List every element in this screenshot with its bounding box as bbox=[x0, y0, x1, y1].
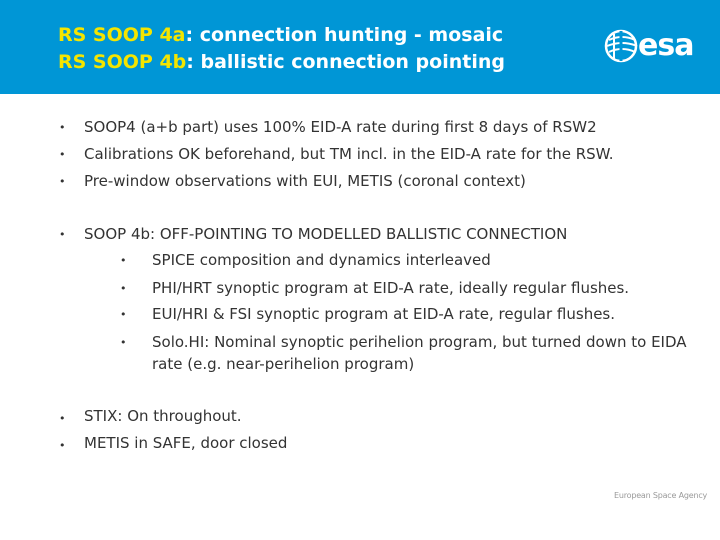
slide-title bbox=[58, 22, 505, 76]
title-line-1-soop-id: RS SOOP 4a bbox=[58, 24, 186, 46]
bullet-item: Pre-window observations with EUI, METIS (coronal context) bbox=[84, 172, 526, 190]
sub-bullet-item: Solo.HI: Nominal synoptic perihelion program, but turned down to EIDA rate (e.g. near-perihelion program) bbox=[152, 333, 687, 373]
sub-bullet-item: EUI/HRI & FSI synoptic program at EID-A rate, regular flushes. bbox=[152, 305, 616, 323]
title-line-2-soop-id: RS SOOP 4b bbox=[58, 51, 187, 73]
title-line-2-text: : ballistic connection pointing bbox=[186, 51, 505, 73]
esa-logo bbox=[603, 26, 707, 70]
sub-bullet-marker: • bbox=[120, 254, 127, 267]
title-line-1 bbox=[58, 22, 505, 49]
esa-emblem-icon bbox=[603, 26, 639, 70]
header-banner bbox=[0, 0, 720, 94]
bullet-item: STIX: On throughout. bbox=[84, 407, 242, 425]
sub-bullet-marker: • bbox=[120, 336, 127, 349]
bullet-item: Calibrations OK beforehand, but TM incl. in the EID-A rate for the RSW. bbox=[84, 145, 614, 163]
sub-bullet-item: PHI/HRT synoptic program at EID-A rate, ideally regular flushes. bbox=[152, 279, 630, 297]
bullet-item: SOOP4 (a+b part) uses 100% EID-A rate during first 8 days of RSW2 bbox=[84, 118, 597, 136]
bullet-marker: • bbox=[59, 439, 66, 452]
bullet-item: SOOP 4b: OFF-POINTING TO MODELLED BALLISTIC CONNECTION bbox=[84, 225, 568, 243]
bullet-marker: • bbox=[59, 175, 66, 188]
bullet-marker: • bbox=[59, 148, 66, 161]
bullet-marker: • bbox=[59, 228, 66, 241]
sub-bullet-item: SPICE composition and dynamics interleaved bbox=[152, 251, 491, 269]
esa-logo-text: esa bbox=[638, 28, 694, 63]
bullet-marker: • bbox=[59, 121, 66, 134]
title-line-2 bbox=[58, 49, 505, 76]
sub-bullet-marker: • bbox=[120, 282, 127, 295]
bullet-item: METIS in SAFE, door closed bbox=[84, 434, 288, 452]
bullet-marker: • bbox=[59, 412, 66, 425]
title-line-1-text: : connection hunting - mosaic bbox=[185, 24, 504, 46]
footer-agency-name: European Space Agency bbox=[614, 491, 708, 500]
sub-bullet-marker: • bbox=[120, 308, 127, 321]
